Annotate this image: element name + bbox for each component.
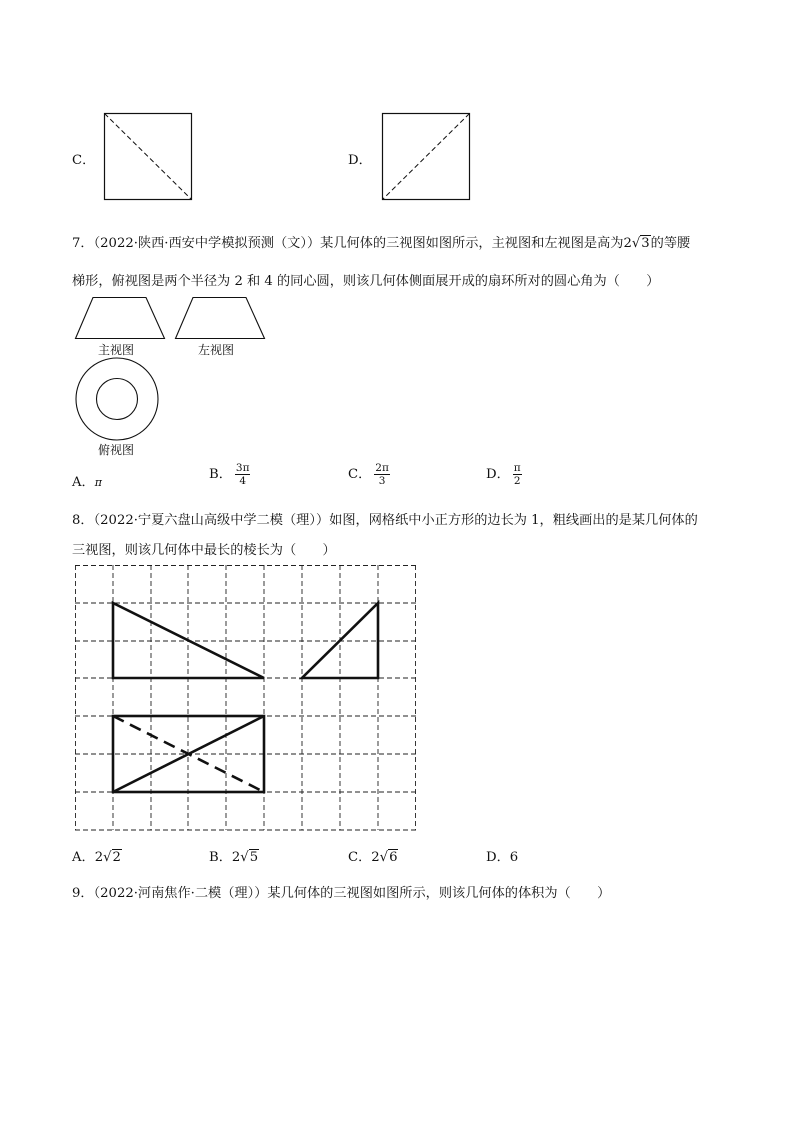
q7-top-view-caption: 俯视图 xyxy=(98,443,135,457)
q7-front-view-caption: 主视图 xyxy=(98,343,135,357)
q8-stem-line1: 8．（2022·宁夏六盘山高级中学二模（理））如图，网格纸中小正方形的边长为 1，粗线画出的是某几何体的 xyxy=(72,513,698,528)
q7-stem-text-b: 的等腰 xyxy=(650,236,691,251)
q7-stem-text-a: 7．（2022·陕西·西安中学模拟预测（文））某几何体的三视图如图所示，主视图和左视图是高为 xyxy=(72,236,624,251)
q6-option-c-figure xyxy=(104,113,192,200)
q6-option-d-label: D． xyxy=(348,153,372,168)
q7-option-c: C． $\frac{2\pi}{3}$ xyxy=(348,462,389,487)
q7-option-d: D． $\frac{\pi}{2}$ xyxy=(486,462,521,487)
q7-left-view xyxy=(175,297,265,339)
q8-option-b: B．2√5 xyxy=(209,850,259,865)
q9-stem-line1: 9．（2022·河南焦作·二模（理））某几何体的三视图如图所示，则该几何体的体积为（ ） xyxy=(72,886,611,901)
q7-stem-line1 xyxy=(72,232,690,251)
q8-option-d: D．6 xyxy=(486,850,519,865)
q7-left-view-caption: 左视图 xyxy=(198,343,235,357)
q7-stem-line2: 梯形，俯视图是两个半径为 2 和 4 的同心圆，则该几何体侧面展开成的扇环所对的圆心角为（ ） xyxy=(72,274,660,289)
q8-option-c: C．2√6 xyxy=(348,850,398,865)
q8-stem-line2: 三视图，则该几何体中最长的棱长为（ ） xyxy=(72,543,336,558)
q8-option-a: A．2√2 xyxy=(72,850,121,865)
q6-option-c-label: C． xyxy=(72,153,96,168)
q7-option-a: A．π xyxy=(72,475,102,490)
q7-option-b: B． $\frac{3\pi}{4}$ xyxy=(209,462,250,487)
q6-option-d-figure xyxy=(382,113,470,200)
q7-top-view xyxy=(75,357,159,441)
q7-front-view xyxy=(75,297,165,339)
q8-grid-figure xyxy=(75,565,417,831)
q7-height-value: 2√3 xyxy=(623,236,650,251)
